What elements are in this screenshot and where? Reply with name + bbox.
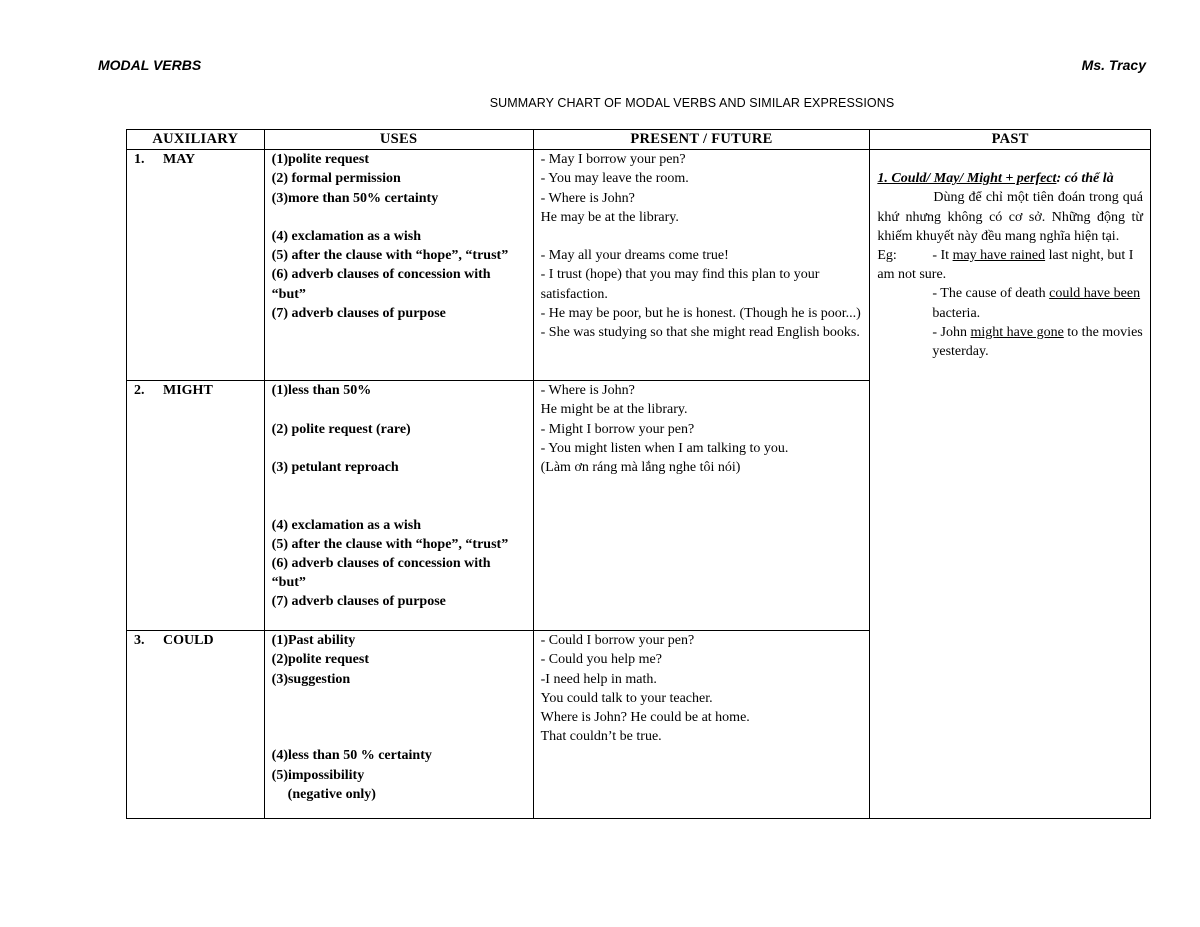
table-header-row <box>127 130 1151 150</box>
uses-cell <box>264 150 533 381</box>
spacer <box>272 477 526 496</box>
past-example-3: - John might have gone to the movies yesterday. <box>932 324 1143 360</box>
column-header-past: PAST <box>870 130 1151 150</box>
uses-cell <box>264 381 533 631</box>
example-line: - Where is John? <box>540 383 635 399</box>
document-header-author: Ms. Tracy <box>1081 57 1146 73</box>
document-header-title: MODAL VERBS <box>98 57 202 73</box>
row-number: 1. <box>134 152 145 168</box>
use-item: (2) polite request (rare) <box>271 421 411 437</box>
present-future-cell <box>533 381 870 631</box>
use-item: (5) after the clause with “hope”, “trust” <box>271 536 509 552</box>
past-heading <box>877 169 1143 188</box>
auxiliary-verb: MAY <box>163 152 196 168</box>
use-item: (4) exclamation as a wish <box>271 517 421 533</box>
column-header-present-future: PRESENT / FUTURE <box>533 130 870 150</box>
eg-label: Eg: <box>877 248 897 264</box>
use-note: (negative only) <box>287 786 376 802</box>
present-future-cell <box>533 150 870 381</box>
auxiliary-verb: COULD <box>163 633 214 649</box>
past-description: Dùng để chỉ một tiên đoán trong quá khứ nhưng không có cơ sở. Những động từ khiếm khuyết này đều mang nghĩa hiện tại. <box>877 190 1143 244</box>
use-item: (4)less than 50 % certainty <box>271 748 432 764</box>
past-cell <box>870 150 1151 819</box>
spacer <box>272 689 526 708</box>
example-line: He might be at the library. <box>540 402 688 418</box>
use-item: (5)impossibility <box>271 767 365 783</box>
past-heading-rest: : có thể là <box>1056 171 1114 187</box>
row-number: 3. <box>134 633 145 649</box>
example-line: - He may be poor, but he is honest. (Though he is poor...) <box>540 305 861 321</box>
example-line: - May I borrow your pen? <box>540 152 686 168</box>
example-line: Where is John? He could be at home. <box>540 710 750 726</box>
example-line: - She was studying so that she might read English books. <box>540 325 860 341</box>
spacer <box>541 227 863 246</box>
example-line: You could talk to your teacher. <box>540 690 713 706</box>
past-heading-main: 1. Could/ May/ Might + perfect <box>877 171 1057 187</box>
past-example-2: - The cause of death could have been bacteria. <box>932 286 1141 321</box>
spacer <box>272 708 526 727</box>
example-line: - Might I borrow your pen? <box>540 421 695 437</box>
example-line: - Could you help me? <box>540 652 662 668</box>
use-item: (7) adverb clauses of purpose <box>271 305 446 321</box>
auxiliary-cell <box>127 381 265 631</box>
table-row <box>127 150 1151 381</box>
column-header-uses: USES <box>264 130 533 150</box>
use-item: (6) adverb clauses of concession with “but” <box>271 555 491 591</box>
example-line: -I need help in math. <box>540 671 657 687</box>
spacer <box>272 727 526 746</box>
auxiliary-cell <box>127 150 265 381</box>
use-item: (3)suggestion <box>271 671 351 687</box>
example-line: - You may leave the room. <box>540 171 689 187</box>
example-line: - I trust (hope) that you may find this plan to your satisfaction. <box>540 267 820 302</box>
example-line: - Could I borrow your pen? <box>540 633 695 649</box>
spacer <box>272 496 526 515</box>
row-number: 2. <box>134 383 145 399</box>
example-line: That couldn’t be true. <box>540 729 662 745</box>
use-item: (2) formal permission <box>271 171 401 187</box>
page-title: SUMMARY CHART OF MODAL VERBS AND SIMILAR EXPRESSIONS <box>489 96 895 110</box>
use-item: (1)polite request <box>271 152 369 168</box>
use-item: (3)more than 50% certainty <box>271 190 439 206</box>
present-future-cell <box>533 631 870 819</box>
use-item: (1)less than 50% <box>271 383 372 399</box>
modal-verbs-table <box>126 129 1151 819</box>
spacer <box>272 439 526 458</box>
use-item: (6) adverb clauses of concession with “but” <box>271 267 491 302</box>
use-item: (5) after the clause with “hope”, “trust” <box>271 248 509 264</box>
example-line: (Làm ơn ráng mà lắng nghe tôi nói) <box>540 460 741 476</box>
use-item: (4) exclamation as a wish <box>271 229 421 244</box>
auxiliary-verb: MIGHT <box>163 383 213 399</box>
example-line: - May all your dreams come true! <box>540 248 729 264</box>
example-line: - You might listen when I am talking to you. <box>540 440 789 456</box>
auxiliary-cell <box>127 631 265 819</box>
uses-cell <box>264 631 533 819</box>
use-item: (7) adverb clauses of purpose <box>271 594 446 610</box>
use-item: (2)polite request <box>271 652 369 668</box>
column-header-auxiliary: AUXILIARY <box>127 130 265 150</box>
use-item: (1)Past ability <box>271 633 356 649</box>
past-example-1: Eg: - It may have rained last night, but I am not sure. <box>877 248 1134 283</box>
spacer <box>272 208 526 227</box>
example-line: He may be at the library. <box>540 209 679 225</box>
example-line: - Where is John? <box>540 190 635 206</box>
use-item: (3) petulant reproach <box>271 459 399 475</box>
spacer <box>272 400 526 419</box>
